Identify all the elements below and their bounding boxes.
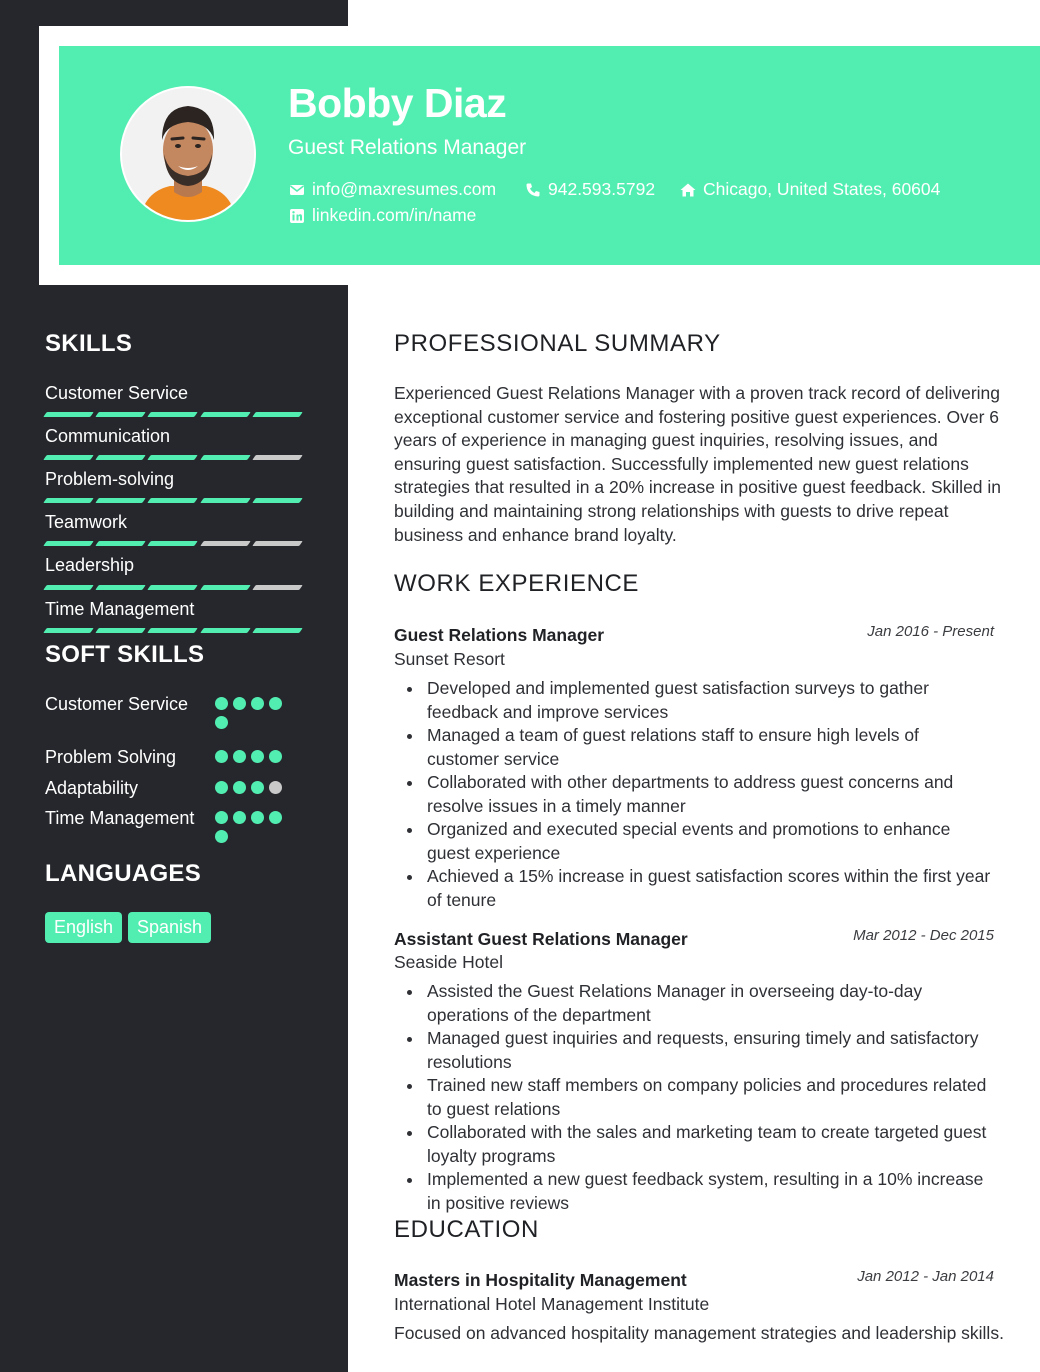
rating-dot: [269, 750, 282, 763]
language-badge: Spanish: [128, 912, 211, 943]
avatar: [120, 86, 256, 222]
phone-text: 942.593.5792: [548, 179, 656, 199]
job-title: Assistant Guest Relations Manager: [394, 929, 688, 949]
list-item: Collaborated with other departments to address guest concerns and resolve issues in a timely manner: [394, 771, 994, 818]
rating-dot: [215, 697, 228, 710]
linkedin-contact[interactable]: [289, 205, 476, 226]
skill-level-segment: [148, 412, 199, 417]
skill-bar: [45, 585, 301, 591]
phone-icon: [525, 182, 541, 198]
rating-dot: [251, 697, 264, 710]
soft-skills-heading: SOFT SKILLS: [45, 641, 205, 668]
skill-level-segment: [148, 585, 199, 590]
rating-dot: [269, 811, 282, 824]
skill-name: Problem-solving: [45, 469, 175, 489]
soft-skill-name: Customer Service: [45, 694, 189, 714]
job-bullets: [394, 677, 994, 912]
skill-level-segment: [252, 541, 303, 546]
skill-level-segment: [43, 498, 94, 503]
phone-contact[interactable]: [525, 179, 655, 200]
skill-bar: [45, 498, 301, 504]
rating-dot: [215, 750, 228, 763]
skill-level-segment: [95, 585, 146, 590]
education-dates: Jan 2012 - Jan 2014: [857, 1268, 994, 1285]
email-contact[interactable]: [289, 179, 496, 200]
rating-dot: [251, 811, 264, 824]
rating-dot: [215, 716, 228, 729]
soft-skill-rating: [215, 697, 287, 729]
skill-level-segment: [252, 412, 303, 417]
candidate-title: Guest Relations Manager: [288, 136, 527, 159]
skill-level-segment: [252, 455, 303, 460]
skill-level-segment: [148, 628, 199, 633]
rating-dot: [215, 830, 228, 843]
skill-level-segment: [200, 498, 251, 503]
skill-bar: [45, 455, 301, 461]
soft-skill-name: Adaptability: [45, 778, 139, 798]
rating-dot: [233, 811, 246, 824]
skill-level-segment: [95, 412, 146, 417]
rating-dot: [233, 697, 246, 710]
rating-dot: [251, 750, 264, 763]
soft-skill-rating: [215, 750, 287, 763]
skill-bar: [45, 412, 301, 418]
skill-level-segment: [148, 455, 199, 460]
rating-dot: [251, 781, 264, 794]
skill-bar: [45, 541, 301, 547]
soft-skill-name: Time Management: [45, 808, 195, 828]
skill-level-segment: [148, 541, 199, 546]
skill-level-segment: [95, 455, 146, 460]
skill-level-segment: [252, 585, 303, 590]
skill-level-segment: [200, 585, 251, 590]
profile-photo: [122, 88, 254, 220]
skill-name: Teamwork: [45, 512, 128, 532]
rating-dot: [233, 750, 246, 763]
list-item: Managed guest inquiries and requests, ensuring timely and satisfactory resolutions: [394, 1027, 994, 1074]
skill-name: Communication: [45, 426, 171, 446]
degree-title: Masters in Hospitality Management: [394, 1270, 687, 1290]
skill-bar: [45, 628, 301, 634]
list-item: Organized and executed special events and promotions to enhance guest experience: [394, 818, 994, 865]
skill-level-segment: [200, 628, 251, 633]
job-dates: Mar 2012 - Dec 2015: [853, 927, 994, 944]
list-item: Achieved a 15% increase in guest satisfaction scores within the first year of tenure: [394, 865, 994, 912]
job-dates: Jan 2016 - Present: [867, 623, 994, 640]
language-badge: English: [45, 912, 122, 943]
home-icon: [680, 182, 696, 198]
job-bullets: [394, 980, 994, 1215]
summary-text: Experienced Guest Relations Manager with a proven track record of delivering exceptional customer service and fostering positive guest experiences. Over 6 years of experience in managing guest inquiries, resolving issues, and ensuring guest satisfaction. Successfully implemented new guest relations strategies that resulted in a 20% increase in positive guest feedback. Skilled in building and maintaining strong relationships with guests to drive repeat business and enhance brand loyalty.: [394, 383, 1002, 545]
skill-level-segment: [252, 498, 303, 503]
candidate-name: Bobby Diaz: [288, 80, 507, 126]
list-item: Trained new staff members on company policies and procedures related to guest relations: [394, 1074, 994, 1121]
email-text: info@maxresumes.com: [312, 179, 497, 199]
soft-skill-rating: [215, 811, 287, 843]
skill-level-segment: [95, 541, 146, 546]
skill-level-segment: [148, 498, 199, 503]
education-heading: EDUCATION: [394, 1216, 539, 1243]
skill-name: Time Management: [45, 599, 195, 619]
linkedin-text: linkedin.com/in/name: [312, 205, 477, 225]
location-contact: [680, 179, 940, 200]
skill-level-segment: [200, 455, 251, 460]
soft-skill-rating: [215, 781, 287, 794]
list-item: Assisted the Guest Relations Manager in overseeing day-to-day operations of the department: [394, 980, 994, 1027]
skill-level-segment: [252, 628, 303, 633]
skill-level-segment: [200, 541, 251, 546]
skills-heading: SKILLS: [45, 330, 133, 357]
soft-skill-name: Problem Solving: [45, 747, 177, 767]
list-item: Developed and implemented guest satisfaction surveys to gather feedback and improve services: [394, 677, 994, 724]
skill-level-segment: [95, 498, 146, 503]
skill-level-segment: [95, 628, 146, 633]
summary-heading: PROFESSIONAL SUMMARY: [394, 330, 721, 357]
job-title: Guest Relations Manager: [394, 625, 605, 645]
skill-level-segment: [200, 412, 251, 417]
list-item: Collaborated with the sales and marketing team to create targeted guest loyalty programs: [394, 1121, 994, 1168]
skill-name: Leadership: [45, 555, 135, 575]
skill-level-segment: [43, 585, 94, 590]
company-name: Seaside Hotel: [394, 952, 503, 972]
skill-level-segment: [43, 455, 94, 460]
list-item: Implemented a new guest feedback system, resulting in a 10% increase in positive reviews: [394, 1168, 994, 1215]
skill-level-segment: [43, 541, 94, 546]
rating-dot: [215, 781, 228, 794]
skill-level-segment: [43, 412, 94, 417]
location-text: Chicago, United States, 60604: [703, 179, 941, 199]
company-name: Sunset Resort: [394, 649, 505, 669]
linkedin-icon: [289, 208, 305, 224]
envelope-icon: [289, 182, 305, 198]
experience-heading: WORK EXPERIENCE: [394, 570, 640, 597]
rating-dot: [233, 781, 246, 794]
list-item: Managed a team of guest relations staff to ensure high levels of customer service: [394, 724, 994, 771]
skill-name: Customer Service: [45, 383, 189, 403]
skill-level-segment: [43, 628, 94, 633]
school-name: International Hotel Management Institute: [394, 1294, 710, 1314]
education-description: Focused on advanced hospitality management strategies and leadership skills.: [394, 1323, 1004, 1343]
rating-dot: [269, 697, 282, 710]
rating-dot: [215, 811, 228, 824]
rating-dot: [269, 781, 282, 794]
languages-heading: LANGUAGES: [45, 860, 202, 887]
